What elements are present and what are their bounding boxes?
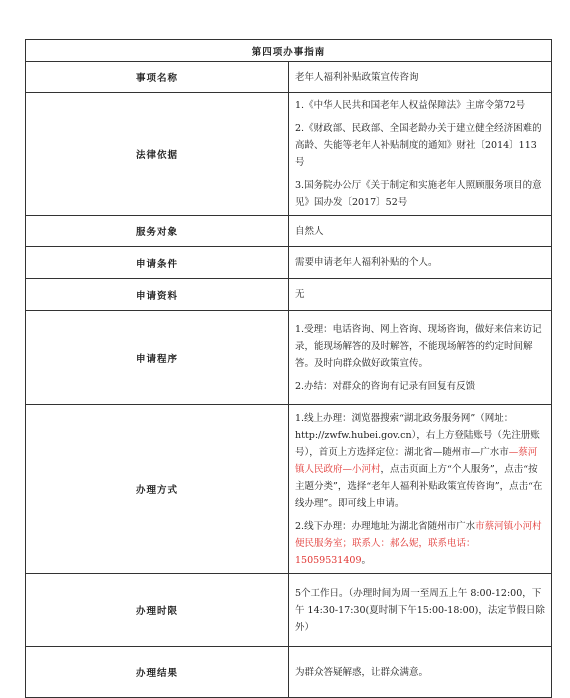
basis-item: 1.《中华人民共和国老年人权益保障法》主席令第72号 [295,100,526,111]
table-title: 第四项办事指南 [26,40,552,62]
row-value: 无 [289,279,552,311]
row-label: 服务对象 [26,216,289,247]
table-row [26,216,552,247]
row-value [289,93,552,216]
row-label: 法律依据 [26,93,289,216]
offline-text-a: 2.线下办理：办理地址为湖北省随州市广水 [295,520,476,532]
basis-item: 3.国务院办公厅《关于制定和实施老年人照顾服务项目的意见》国办发〔2017〕52号 [295,180,542,208]
row-label: 申请条件 [26,247,289,279]
online-text-a: 1.线上办理：浏览器搜索“湖北政务服务网”（网址：http://zwfw.hubei.gov.cn），右上方登陆账号（先注册账号），首页上方选择定位：湖北省—随州市—广水市 [295,412,540,458]
procedure-item: 2.办结：对群众的咨询有记录有回复有反馈 [295,380,476,392]
table-row [26,574,552,647]
row-value [289,311,552,405]
row-value: 5个工作日。（办理时间为周一至周五上午 8:00-12:00，下午 14:30-17:30(夏时制下午15:00-18:00)，法定节假日除外） [289,574,552,647]
table-row [26,247,552,279]
table-row [26,279,552,311]
row-value: 需要申请老年人福利补贴的个人。 [289,247,552,279]
basis-item: 2.《财政部、民政部、全国老龄办关于建立健全经济困难的高龄、失能等老年人补贴制度的通知》财社〔2014〕113号 [295,123,542,168]
offline-text-b: 。 [361,554,372,566]
online-text-b: ，点击页面上方“个人服务”，点击“按主题分类”，选择“老年人福利补贴政策宣传咨询”，点击“在线办理”。即可线上申请。 [295,463,543,509]
offline-contact-highlight: 市蔡河镇小河村便民服务室；联系人：郝么妮，联系电话：15059531409 [295,520,542,566]
row-value: 老年人福利补贴政策宣传咨询 [289,62,552,93]
row-value [289,405,552,574]
table-row [26,405,552,574]
table-row [26,93,552,216]
table-row [26,62,552,93]
row-label: 办理时限 [26,574,289,647]
row-label: 办理方式 [26,405,289,574]
row-label: 申请程序 [26,311,289,405]
table-row [26,647,552,698]
row-label: 申请资料 [26,279,289,311]
row-label: 办理结果 [26,647,289,698]
online-method [295,410,545,512]
row-value: 为群众答疑解惑，让群众满意。 [289,647,552,698]
row-value: 自然人 [289,216,552,247]
guide-table [25,39,552,698]
offline-method [295,518,545,569]
procedure-item: 1.受理：电话咨询、网上咨询、现场咨询，做好来信来访记录，能现场解答的及时解答，不能现场解答的约定时间解答。及时向群众做好政策宣传。 [295,323,542,369]
table-row [26,311,552,405]
row-label: 事项名称 [26,62,289,93]
online-location-highlight: —蔡河镇人民政府—小河村 [295,446,538,475]
